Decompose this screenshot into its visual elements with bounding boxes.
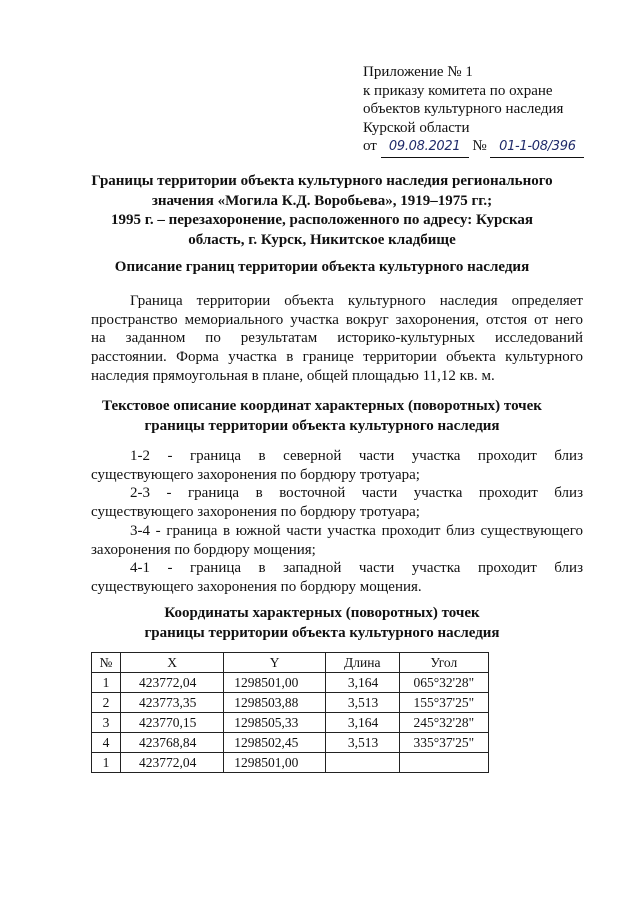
appendix-block — [363, 63, 584, 158]
table-row — [92, 733, 489, 753]
table-row — [92, 693, 489, 713]
cell-number: 1 — [92, 673, 121, 693]
header-x: X — [121, 653, 224, 673]
cell-x: 423773,35 — [121, 693, 224, 713]
section3-heading-line-2: границы территории объекта культурного наследия — [144, 624, 500, 641]
section2-heading — [60, 397, 584, 436]
boundary-item-second: существующего захоронения по бордюру тротуара; — [91, 504, 420, 521]
header-y: Y — [224, 653, 326, 673]
header-angle: Угол — [399, 653, 488, 673]
cell-x: 423772,04 — [121, 673, 224, 693]
boundary-item-second: существующего захоронения по бордюру мощения. — [91, 578, 422, 595]
cell-length: 3,513 — [325, 693, 399, 713]
title-line-3: 1995 г. – перезахоронение, расположенного по адресу: Курская — [111, 212, 533, 228]
boundary-item-second: захоронения по бордюру мощения; — [91, 541, 316, 558]
cell-x: 423772,04 — [121, 753, 224, 773]
section1-line: пространство мемориального участка вокруг захоронения, отстоя от него — [91, 311, 583, 328]
document-title — [60, 172, 584, 250]
boundary-item-second: существующего захоронения по бордюру тротуара; — [91, 466, 420, 483]
table-row — [92, 713, 489, 733]
header-number: № — [92, 653, 121, 673]
cell-length: 3,164 — [325, 673, 399, 693]
section2-heading-line-1: Текстовое описание координат характерных (поворотных) точек — [102, 398, 542, 414]
appendix-region-line: Курской области — [363, 119, 470, 136]
section3-heading — [60, 604, 584, 643]
cell-length — [325, 753, 399, 773]
title-line-2: значения «Могила К.Д. Воробьева», 1919–1975 гг.; — [151, 192, 493, 209]
title-line-1: Границы территории объекта культурного наследия регионального — [91, 173, 553, 189]
table-row — [92, 753, 489, 773]
section2-heading-line-2: границы территории объекта культурного наследия — [144, 417, 500, 434]
cell-angle: 065°32'28" — [399, 673, 488, 693]
handwritten-date: 09.08.2021 — [388, 139, 461, 154]
cell-length: 3,164 — [325, 713, 399, 733]
cell-y: 1298501,00 — [224, 753, 326, 773]
appendix-date-number-line — [363, 137, 584, 158]
cell-angle — [399, 753, 488, 773]
header-length: Длина — [325, 653, 399, 673]
section1-line: расстоянии. Форма участка в границе территории объекта культурного — [91, 349, 583, 366]
section2-list — [91, 447, 583, 597]
section1-heading: Описание границ территории объекта культурного наследия — [114, 259, 530, 275]
cell-length: 3,513 — [325, 733, 399, 753]
appendix-committee-line: объектов культурного наследия — [363, 101, 564, 117]
section1-line: Граница территории объекта культурного наследия определяет — [130, 293, 583, 309]
cell-number: 4 — [92, 733, 121, 753]
cell-angle: 245°32'28" — [399, 713, 488, 733]
boundary-item-first: 4-1 - граница в западной части участка проходит близ — [130, 560, 583, 577]
cell-number: 2 — [92, 693, 121, 713]
cell-number: 3 — [92, 713, 121, 733]
number-label: № — [472, 138, 487, 154]
coordinates-table — [91, 652, 489, 773]
cell-number: 1 — [92, 753, 121, 773]
from-label: от — [363, 138, 377, 154]
cell-x: 423770,15 — [121, 713, 224, 733]
appendix-title: Приложение № 1 — [363, 64, 473, 80]
cell-y: 1298502,45 — [224, 733, 326, 753]
cell-angle: 335°37'25" — [399, 733, 488, 753]
section3-heading-line-1: Координаты характерных (поворотных) точек — [164, 605, 480, 621]
section1-line: наследия прямоугольная в плане, общей площадью 11,12 кв. м. — [91, 367, 495, 384]
section1-paragraph — [91, 292, 583, 386]
title-line-4: область, г. Курск, Никитское кладбище — [188, 231, 456, 248]
boundary-item-first: 3-4 - граница в южной части участка проходит близ существующего — [130, 522, 583, 539]
number-field — [490, 137, 584, 158]
cell-y: 1298501,00 — [224, 673, 326, 693]
handwritten-number: 01-1-08/396 — [499, 139, 576, 154]
boundary-item-first: 2-3 - граница в восточной части участка проходит близ — [130, 485, 583, 502]
table-header-row — [92, 653, 489, 673]
date-field — [381, 137, 469, 158]
appendix-order-line: к приказу комитета по охране — [363, 82, 553, 99]
cell-angle: 155°37'25" — [399, 693, 488, 713]
section1-line: на заданном по результатам историко-культурных исследований — [91, 330, 583, 347]
cell-y: 1298505,33 — [224, 713, 326, 733]
cell-y: 1298503,88 — [224, 693, 326, 713]
cell-x: 423768,84 — [121, 733, 224, 753]
table-row — [92, 673, 489, 693]
boundary-item-first: 1-2 - граница в северной части участка проходит близ — [130, 448, 583, 464]
